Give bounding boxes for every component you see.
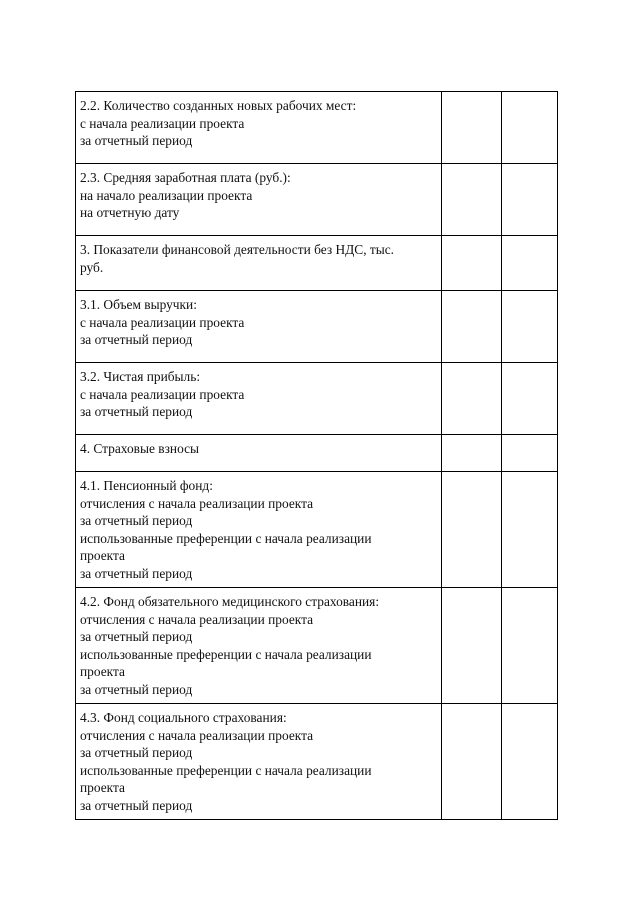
- indicator-line: проекта: [80, 780, 125, 796]
- value-cell[interactable]: [502, 164, 558, 236]
- indicator-cell: [76, 704, 442, 820]
- table-row: [76, 164, 558, 236]
- value-cell[interactable]: [502, 588, 558, 704]
- indicator-line: за отчетный период: [80, 404, 193, 420]
- indicator-cell: [76, 588, 442, 704]
- indicator-title: 4. Страховые взносы: [80, 441, 200, 456]
- value-cell[interactable]: [502, 472, 558, 588]
- indicator-cell: [76, 363, 442, 435]
- indicator-line: с начала реализации проекта: [80, 314, 245, 330]
- indicator-line: проекта: [80, 664, 125, 680]
- value-cell[interactable]: [502, 291, 558, 363]
- value-cell[interactable]: [502, 92, 558, 164]
- table-row: [76, 291, 558, 363]
- indicator-line: использованные преференции с начала реализации: [80, 530, 372, 546]
- indicator-title: 3.2. Чистая прибыль:: [80, 369, 201, 384]
- indicator-line: за отчетный период: [80, 332, 193, 348]
- table-row: [76, 472, 558, 588]
- indicator-line: отчисления с начала реализации проекта: [80, 611, 314, 627]
- table-row: [76, 704, 558, 820]
- value-cell[interactable]: [442, 92, 502, 164]
- indicator-line: использованные преференции с начала реализации: [80, 762, 372, 778]
- indicator-line: на начало реализации проекта: [80, 187, 253, 203]
- value-cell[interactable]: [442, 164, 502, 236]
- table-row: [76, 363, 558, 435]
- indicator-cell: [76, 291, 442, 363]
- indicator-cell: [76, 236, 442, 291]
- value-cell[interactable]: [502, 236, 558, 291]
- table-row: [76, 236, 558, 291]
- value-cell[interactable]: [502, 435, 558, 472]
- indicator-line: использованные преференции с начала реализации: [80, 646, 372, 662]
- indicator-line: за отчетный период: [80, 565, 193, 581]
- indicator-line: с начала реализации проекта: [80, 386, 245, 402]
- value-cell[interactable]: [442, 236, 502, 291]
- value-cell[interactable]: [442, 704, 502, 820]
- indicator-title: 2.2. Количество созданных новых рабочих мест:: [80, 98, 357, 113]
- value-cell[interactable]: [502, 704, 558, 820]
- indicator-title: 2.3. Средняя заработная плата (руб.):: [80, 170, 291, 185]
- indicators-table: [75, 91, 558, 820]
- indicator-line: за отчетный период: [80, 513, 193, 529]
- indicator-line: за отчетный период: [80, 797, 193, 813]
- indicator-line: с начала реализации проекта: [80, 115, 245, 131]
- value-cell[interactable]: [442, 291, 502, 363]
- indicator-line: отчисления с начала реализации проекта: [80, 727, 314, 743]
- indicator-title: 4.2. Фонд обязательного медицинского страхования:: [80, 594, 380, 609]
- indicator-line: на отчетную дату: [80, 205, 180, 221]
- value-cell[interactable]: [442, 363, 502, 435]
- table-row: [76, 435, 558, 472]
- indicator-line: за отчетный период: [80, 629, 193, 645]
- indicator-line: проекта: [80, 548, 125, 564]
- indicator-line: отчисления с начала реализации проекта: [80, 495, 314, 511]
- indicator-title: 3.1. Объем выручки:: [80, 297, 197, 312]
- indicator-title: 4.3. Фонд социального страхования:: [80, 710, 287, 725]
- indicator-cell: [76, 435, 442, 472]
- indicator-cell: [76, 164, 442, 236]
- value-cell[interactable]: [442, 435, 502, 472]
- table-row: [76, 588, 558, 704]
- value-cell[interactable]: [442, 472, 502, 588]
- indicator-line: за отчетный период: [80, 133, 193, 149]
- value-cell[interactable]: [502, 363, 558, 435]
- indicator-cell: [76, 472, 442, 588]
- indicator-title: 3. Показатели финансовой деятельности без НДС, тыс.: [80, 242, 395, 257]
- indicator-line: за отчетный период: [80, 745, 193, 761]
- table-row: [76, 92, 558, 164]
- indicator-title: 4.1. Пенсионный фонд:: [80, 478, 213, 493]
- indicator-line: руб.: [80, 259, 104, 275]
- indicator-line: за отчетный период: [80, 681, 193, 697]
- indicator-cell: [76, 92, 442, 164]
- value-cell[interactable]: [442, 588, 502, 704]
